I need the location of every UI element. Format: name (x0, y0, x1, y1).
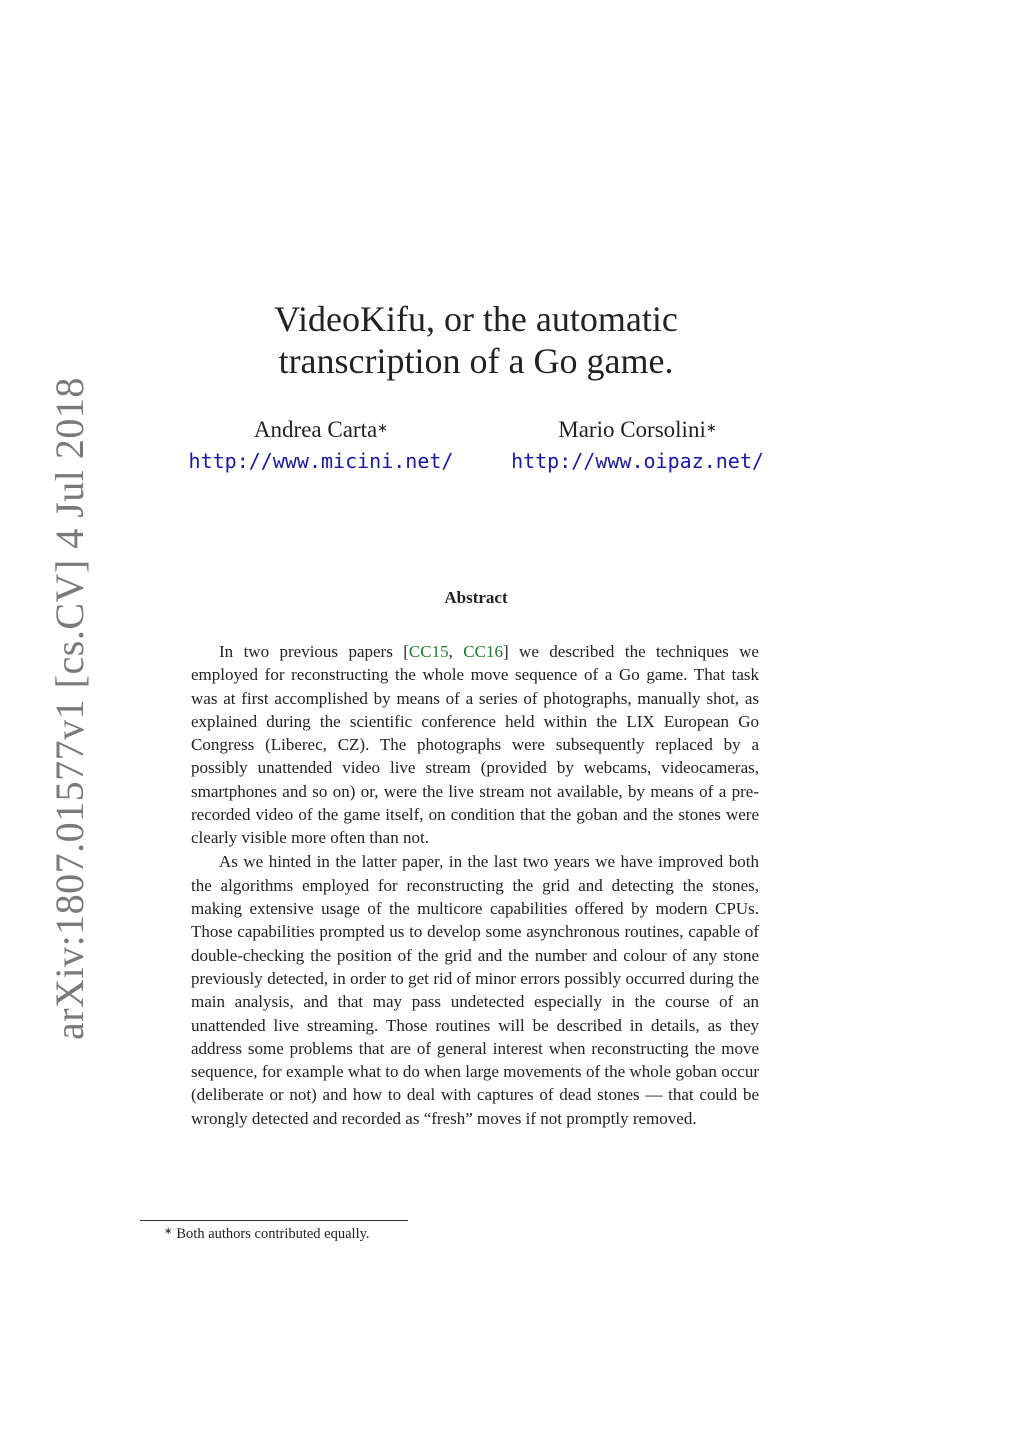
footnote-mark: ∗ (164, 1226, 173, 1237)
author-name-text: Andrea Carta (253, 417, 378, 442)
footnote (164, 1226, 370, 1243)
paper-title (0, 298, 952, 382)
footnote-text: Both authors contributed equally. (176, 1226, 370, 1242)
author-url-link[interactable]: http://www.micini.net/ (188, 449, 454, 473)
author-block-carta (176, 414, 466, 476)
arxiv-sidebar-stamp: arXiv:1807.01577v1 [cs.CV] 4 Jul 2018 (47, 377, 92, 1040)
abstract-paragraph-1 (191, 640, 759, 850)
author-name (176, 414, 466, 446)
abstract-text: In two previous papers [ (219, 642, 409, 661)
abstract-heading: Abstract (444, 588, 508, 607)
author-name-text: Mario Corsolini (558, 417, 706, 442)
abstract-body (191, 640, 759, 1131)
footnote-rule (140, 1220, 408, 1221)
author-footnote-mark: ∗ (377, 420, 389, 435)
citation-link-cc15[interactable]: CC15 (408, 642, 449, 661)
abstract-text: ] we described the techniques we employed for reconstructing the whole move sequence of a Go game. That task was at first accomplished by means of a series of photographs, manually shot, as explained during the scientific conference held within the LIX European Go Congress (Liberec, CZ). The photographs were subsequently replaced by a possibly unattended video live stream (provided by webcams, videocameras, smartphones and so on) or, were the live stream not available, by means of a pre-recorded video of the game itself, on condition that the goban and the stones were clearly visible more often than not. (191, 642, 759, 848)
author-name (500, 414, 775, 446)
abstract-text: , (448, 642, 464, 661)
author-url-link[interactable]: http://www.oipaz.net/ (511, 449, 764, 473)
citation-link-cc16[interactable]: CC16 (463, 642, 503, 661)
title-line-2: transcription of a Go game. (278, 341, 674, 381)
title-line-1: VideoKifu, or the automatic (274, 299, 678, 339)
author-block-corsolini (500, 414, 775, 476)
abstract-paragraph-2: As we hinted in the latter paper, in the last two years we have improved both the algorithms employed for reconstructing the grid and detecting the stones, making extensive usage of the multicore capabilities offered by modern CPUs. Those capabilities prompted us to develop some asynchronous routines, capable of double-checking the position of the grid and the number and colour of any stone previously detected, in order to get rid of minor errors possibly occurred during the main analysis, and that may pass undetected especially in the course of an unattended live streaming. Those routines will be described in details, as they address some problems that are of general interest when reconstructing the move sequence, for example what to do when large movements of the whole goban occur (deliberate or not) and how to deal with captures of dead stones — that could be wrongly detected and recorded as “fresh” moves if not promptly removed. (191, 852, 759, 1128)
author-footnote-mark: ∗ (705, 420, 717, 435)
